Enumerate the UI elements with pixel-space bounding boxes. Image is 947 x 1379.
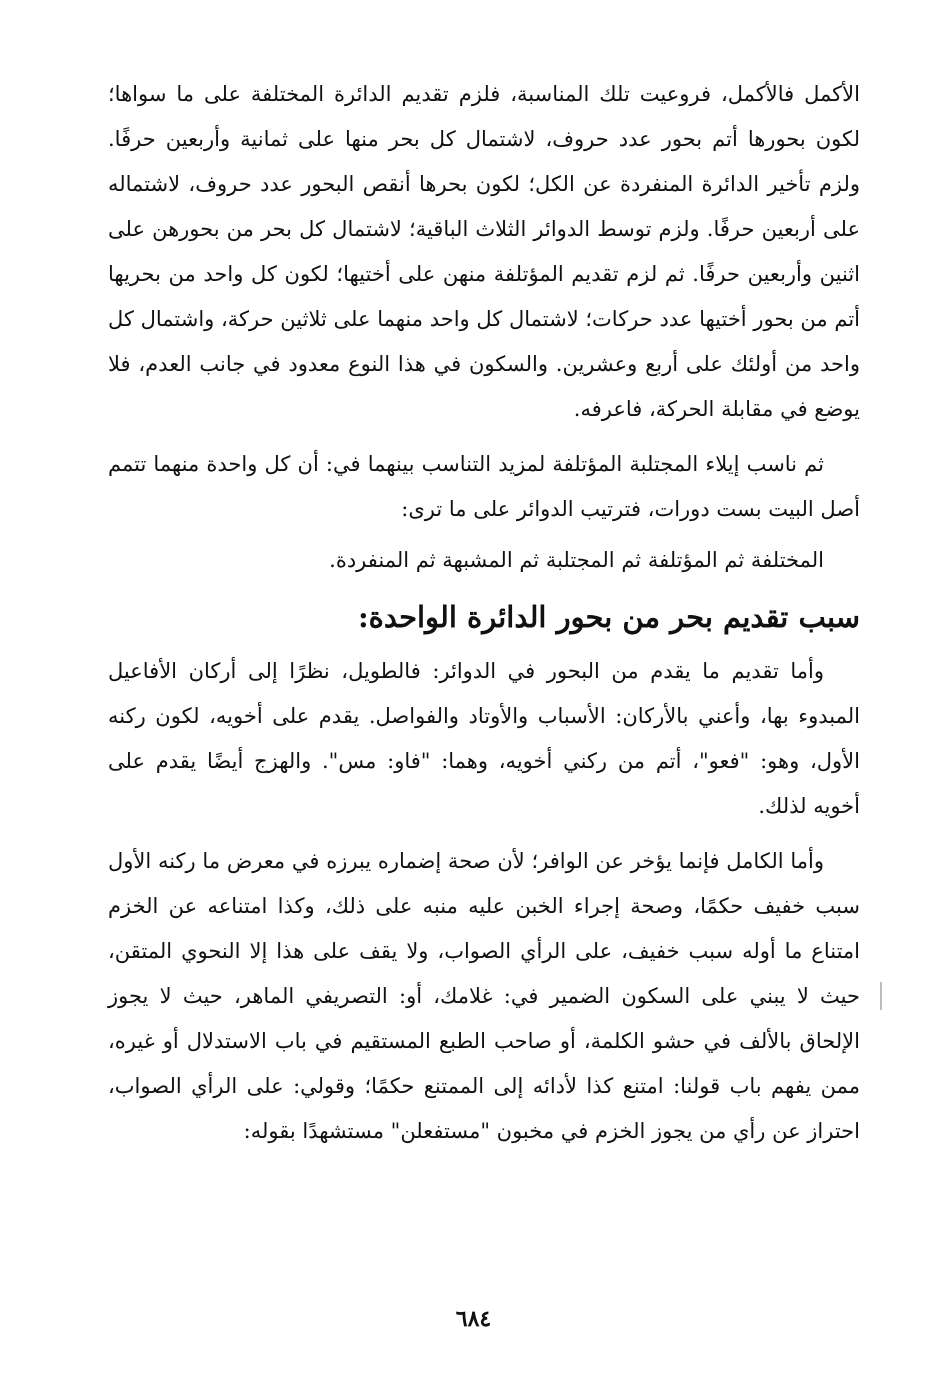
paragraph-circles-sequence: المختلفة ثم المؤتلفة ثم المجتلبة ثم المشبهة ثم المنفردة. [329,548,824,572]
page-number: ٦٨٤ [455,1306,492,1332]
margin-mark [880,982,882,1010]
section-heading: سبب تقديم بحر من بحور الدائرة الواحدة: [357,600,860,634]
paragraph-circles-order-reason: الأكمل فالأكمل، فروعيت تلك المناسبة، فلزم تقديم الدائرة المختلفة على ما سواها؛ لكون بحورها أتم بحور عدد حروف، لاشتمال كل بحر منها على ثمانية وأربعين حرفًا. ولزم تأخير الدائرة المنفردة عن الكل؛ لكون بحرها أنقص البحور عدد حروف، لاشتماله على أربعين حرفًا. ولزم توسط الدوائر الثلاث الباقية؛ لاشتمال كل بحر من بحورهن على اثنين وأربعين حرفًا. ثم لزم تقديم المؤتلفة منهن على أختيها؛ لكون كل واحد من بحريها أتم من بحور أختيها عدد حركات؛ لاشتمال كل واحد منهما على ثلاثين حركة، واشتمال كل واحد من أولئك على أربع وعشرين. والسكون في هذا النوع معدود في جانب العدم، فلا يوضع في مقابلة الحركة، فاعرفه. [108,82,860,421]
page-body [108,72,860,1154]
paragraph-kamil-delay: وأما الكامل فإنما يؤخر عن الوافر؛ لأن صحة إضماره يبرزه في معرض ما ركنه الأول سبب خفيف حكمًا، وصحة إجراء الخبن عليه منبه على ذلك، وكذا امتناعه عن الخزم امتناع ما أوله سبب خفيف، على الرأي الصواب، ولا يقف على هذا إلا النحوي المتقن، حيث لا يبني على السكون الضمير في: غلامك، أو: التصريفي الماهر، حيث لا يجوز الإلحاق بالألف في حشو الكلمة، أو صاحب الطبع المستقيم في باب الاستدلال أو غيره، ممن يفهم باب قولنا: امتنع كذا لأدائه إلى الممتنع حكمًا؛ وقولي: على الرأي الصواب، احتراز عن رأي من يجوز الخزم في مخبون "مستفعلن" مستشهدًا بقوله: [108,849,860,1143]
paragraph-tawil-precedence: وأما تقديم ما يقدم من البحور في الدوائر: فالطويل، نظرًا إلى أركان الأفاعيل المبدوء بها، وأعني بالأركان: الأسباب والأوتاد والفواصل. يقدم على أخويه، لكون ركنه الأول، وهو: "فعو"، أتم من ركني أخويه، وهما: "فاو: مس". والهزج أيضًا يقدم على أخويه لذلك. [108,659,860,818]
paragraph-mujtaliba-placement: ثم ناسب إيلاء المجتلبة المؤتلفة لمزيد التناسب بينهما في: أن كل واحدة منهما تتمم أصل البيت بست دورات، فترتيب الدوائر على ما ترى: [108,452,860,521]
